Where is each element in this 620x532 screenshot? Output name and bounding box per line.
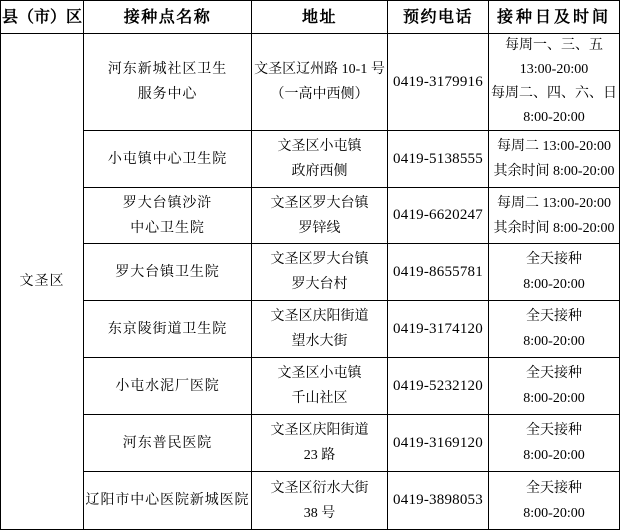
site-name-cell (84, 34, 252, 131)
phone-number: 0419-6620247 (393, 207, 483, 223)
schedule-line: 8:00-20:00 (523, 334, 585, 349)
site-name-line: 小屯水泥厂医院 (115, 378, 220, 394)
phone-number: 0419-5232120 (393, 377, 483, 394)
address-line: 望水大街 (291, 334, 348, 349)
schedule-cell (489, 301, 620, 358)
site-name-line: 辽阳市中心医院新城医院 (85, 493, 250, 508)
schedule-line: 8:00-20:00 (523, 391, 585, 406)
schedule-cell (489, 34, 620, 131)
address-line: 文圣区小屯镇 (277, 139, 362, 154)
phone-cell (388, 358, 489, 415)
phone-cell (388, 301, 489, 358)
header-address (252, 1, 388, 34)
phone-cell (388, 188, 489, 244)
schedule-line: 全天接种 (526, 366, 582, 381)
schedule-cell (489, 415, 620, 472)
header-phone (388, 1, 489, 34)
address-cell (252, 358, 388, 415)
address-line: 文圣区衍水大街 (270, 480, 369, 496)
site-name-line: 东京陵街道卫生院 (107, 321, 228, 337)
site-name-line: 中心卫生院 (130, 220, 205, 236)
schedule-line: 8:00-20:00 (523, 505, 585, 521)
phone-cell (388, 131, 489, 188)
address-line: （一高中西侧） (270, 87, 369, 102)
address-line: 38 号 (303, 505, 336, 521)
phone-cell (388, 472, 489, 530)
schedule-line: 8:00-20:00 (523, 277, 585, 292)
header-site-name-label: 接种点名称 (123, 8, 212, 26)
site-name-cell (84, 472, 252, 530)
site-name-cell (84, 301, 252, 358)
address-line: 23 路 (303, 448, 336, 463)
site-name-cell (84, 131, 252, 188)
site-name-line: 罗大台镇沙浒 (122, 195, 213, 211)
address-line: 文圣区罗大台镇 (270, 252, 369, 267)
county-cell (1, 34, 84, 530)
schedule-line: 每周二 13:00-20:00 (497, 139, 611, 154)
schedule-line: 8:00-20:00 (523, 110, 585, 125)
header-schedule (489, 1, 620, 34)
header-address-label: 地址 (301, 8, 337, 26)
schedule-line: 全天接种 (526, 480, 582, 496)
schedule-line: 全天接种 (526, 252, 582, 267)
address-cell (252, 301, 388, 358)
header-schedule-label: 接种日及时间 (496, 8, 611, 26)
phone-number: 0419-3179916 (393, 73, 483, 90)
address-line: 政府西侧 (291, 164, 348, 179)
address-line: 文圣区罗大台镇 (270, 195, 369, 211)
site-name-line: 罗大台镇卫生院 (115, 264, 220, 280)
address-cell (252, 244, 388, 301)
address-line: 罗锌线 (298, 220, 341, 236)
phone-number: 0419-3898053 (393, 492, 483, 508)
schedule-line: 其余时间 8:00-20:00 (493, 220, 615, 236)
header-phone-label: 预约电话 (402, 8, 473, 26)
phone-cell (388, 244, 489, 301)
address-cell (252, 131, 388, 188)
site-name-cell (84, 188, 252, 244)
phone-number: 0419-5138555 (393, 150, 483, 167)
schedule-cell (489, 131, 620, 188)
schedule-line: 8:00-20:00 (523, 448, 585, 463)
schedule-line: 其余时间 8:00-20:00 (493, 164, 615, 179)
header-site-name (84, 1, 252, 34)
site-name-cell (84, 358, 252, 415)
schedule-cell (489, 188, 620, 244)
address-cell (252, 34, 388, 131)
address-cell (252, 188, 388, 244)
schedule-line: 每周二、四、六、日 (491, 86, 617, 101)
site-name-line: 小屯镇中心卫生院 (107, 151, 228, 167)
site-name-line: 河东新城社区卫生 (107, 62, 228, 77)
schedule-cell (489, 244, 620, 301)
phone-number: 0419-3174120 (393, 320, 483, 337)
site-name-cell (84, 415, 252, 472)
schedule-cell (489, 358, 620, 415)
address-line: 文圣区庆阳街道 (270, 423, 369, 438)
phone-number: 0419-3169120 (393, 434, 483, 451)
schedule-line: 13:00-20:00 (519, 62, 589, 77)
site-name-line: 服务中心 (137, 87, 198, 102)
schedule-line: 每周二 13:00-20:00 (497, 195, 611, 211)
schedule-cell (489, 472, 620, 530)
schedule-line: 每周一、三、五 (505, 38, 603, 53)
schedule-line: 全天接种 (526, 423, 582, 438)
header-county (1, 1, 84, 34)
site-name-line: 河东普民医院 (122, 435, 213, 451)
address-line: 文圣区庆阳街道 (270, 309, 369, 324)
address-line: 罗大台村 (291, 277, 348, 292)
phone-number: 0419-8655781 (393, 263, 483, 280)
address-cell (252, 472, 388, 530)
address-line: 千山社区 (291, 391, 348, 406)
phone-cell (388, 34, 489, 131)
header-county-label: 县（市）区 (1, 8, 82, 26)
address-line: 文圣区辽州路 10-1 号 (254, 62, 385, 77)
address-line: 文圣区小屯镇 (277, 366, 362, 381)
county-name: 文圣区 (19, 274, 65, 289)
schedule-line: 全天接种 (526, 309, 582, 324)
site-name-cell (84, 244, 252, 301)
phone-cell (388, 415, 489, 472)
address-cell (252, 415, 388, 472)
